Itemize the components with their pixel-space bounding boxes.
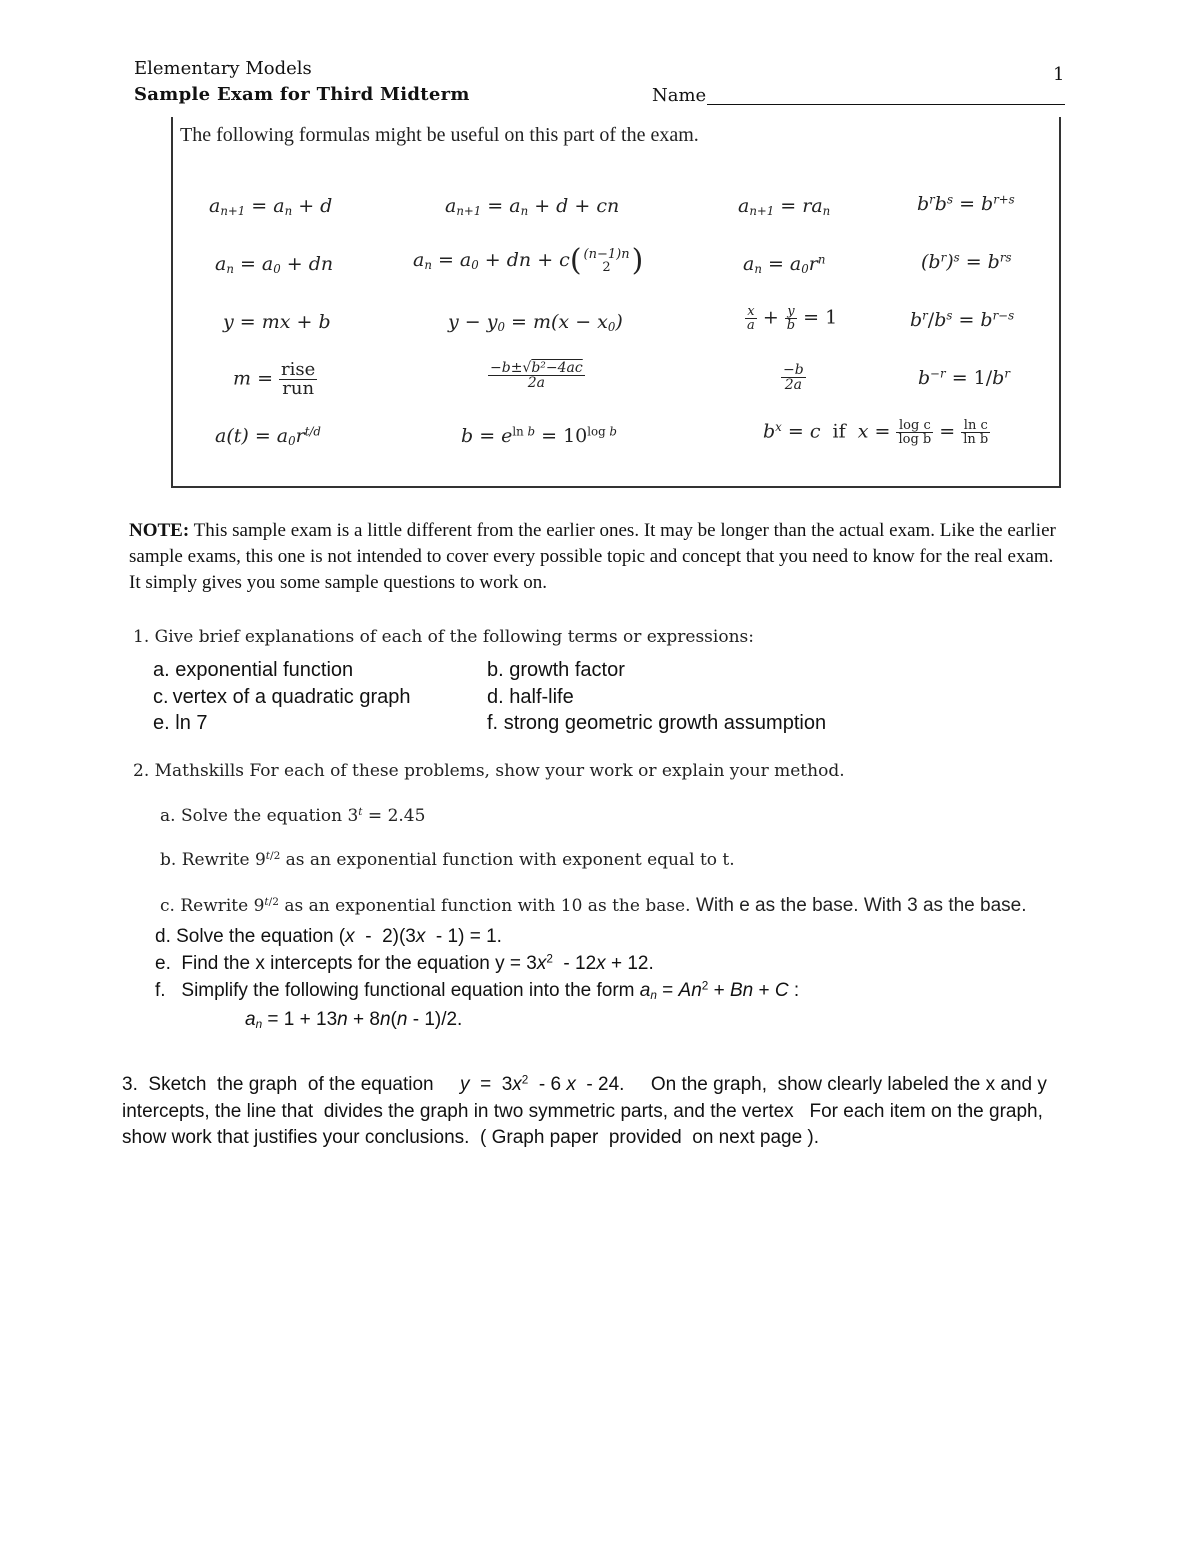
question-2e: e. Find the x intercepts for the equation $y = 3x^2 - 12x + 12$. [155,952,654,974]
formula-quadratic-explicit: $a_n = a_0$ + dn + c( (n−1)n 2 ) [413,243,644,278]
note-paragraph [129,518,1059,596]
formula-exponent-quotient: $b^r/b^s = b^{r-s}$ [910,308,1015,331]
term-d-label: d. [487,686,504,708]
formula-power-of-power: $(b^r)^s = b^{rs}$ [921,250,1012,273]
name-label: Name [652,85,707,106]
formula-quadratic-recursive: $a_{n+1} = a_n + d$ + cn [445,195,620,218]
question-1-prompt: 1. Give brief explanations of each of the following terms or expressions: [133,627,754,647]
formula-point-slope: $y - y_0 = m(x - x_0)$ [448,311,623,334]
question-2a: a. Solve the equation $3^t = 2.45$ [160,806,426,826]
note-label: NOTE: [129,520,190,541]
formula-arithmetic-recursive: $a_{n+1} = a_n + d$ [209,195,333,218]
term-e-label: e. [153,712,170,734]
formula-slope-intercept: y = mx + b [223,311,331,333]
question-2c-post: as an exponential function with 10 as the base. [284,896,691,916]
term-b [487,659,625,682]
exam-title: Sample Exam for Third Midterm [134,84,470,105]
formula-change-of-base: $b = e^{ln b} = 10^{log b}$ [461,424,617,447]
term-c-label: c. [153,686,169,708]
term-a [153,659,353,682]
formula-box [171,117,1061,488]
course-title: Elementary Models [134,58,312,79]
question-2a-text: a. Solve the equation 3 [160,806,359,826]
formula-log-solution: $b^x = c$ if x = $\frac{\text{log c}}{\text{log b}}$ = $\frac{\text{ln c}}{\text{ln b}}$ [763,418,989,447]
term-f-label: f. [487,712,499,734]
formula-geometric-recursive: $a_{n+1} = ra_n$ [738,195,831,218]
term-c [153,686,410,709]
term-e [153,712,208,735]
term-f [487,712,826,735]
term-f-text: strong geometric growth assumption [503,712,827,734]
question-2f: f. Simplify the following functional equation into the form $a_n = An^2 + Bn + C$ : [155,979,800,1002]
formula-negative-exponent: $b^{-r} = 1/b^r$ [918,366,1010,389]
question-2c: c. Rewrite $9^{t/2}$ as an exponential function with 10 as the base. With e as the base. With 3 as the base. [160,895,1027,916]
term-a-label: a. [153,659,170,681]
question-2c-extra: With e as the base. With 3 as the base. [695,895,1027,916]
formula-vertex-x: $\frac{-b}{2a}$ [783,362,804,393]
page-number: 1 [1053,64,1065,85]
note-text: This sample exam is a little different from the earlier ones. It may be longer than the actual exam. Like the earlier sample exams, this one is not intended to cover every possible topic and concept that you need to know for the real exam. It simply gives you some sample questions to work on. [129,520,1056,593]
term-d [487,686,574,709]
question-2f-equation: $a_n = 1 + 13n + 8n(n - 1)/2$. [245,1009,463,1031]
question-2d: d. Solve the equation (x - 2)(3x - 1) = 1. [155,926,502,947]
term-e-text: ln 7 [175,712,208,734]
formula-intercept-form: $\frac{x}{a}$ + $\frac{y}{b}$ = 1 [747,304,838,333]
formula-geometric-explicit: $a_n = a_0r^n$ [743,252,826,276]
question-3: 3. Sketch the graph of the equation $y = 3x^2 - 6$ x - 24. On the graph, show clearly labeled the x and y intercepts, the line that divides the graph in two symmetric parts, and the vertex For each item on the graph, show work that justifies your conclusions. ( Graph paper provided on next page ). [122,1073,1047,1148]
formula-exponential-model: $a(t) = a_0r^{t/d}$ [215,424,321,448]
formula-arithmetic-explicit: $a_n = a_0$ + dn [215,253,334,276]
name-field[interactable] [707,84,1065,105]
question-2b-post: as an exponential function with exponent equal to t. [285,850,735,870]
formula-box-intro: The following formulas might be useful on this part of the exam. [180,124,699,146]
question-2c-pre: c. Rewrite 9 [160,896,265,916]
formula-exponent-product: $b^rb^s = b^{r+s}$ [917,192,1015,215]
term-c-text: vertex of a quadratic graph [172,686,411,708]
formula-slope-definition: m = $\frac{\text{rise}}{\text{run}}$ [233,359,316,399]
question-2b: b. Rewrite $9^{t/2}$ as an exponential function with exponent equal to t. [160,850,735,870]
question-2b-pre: b. Rewrite 9 [160,850,266,870]
term-d-text: half-life [509,686,574,708]
formula-quadratic-roots: $\frac{\text{−b±√b²−4ac}}{2a}$ [490,360,583,391]
term-b-text: growth factor [509,659,625,681]
term-b-label: b. [487,659,504,681]
term-a-text: exponential function [175,659,354,681]
question-2-prompt: 2. Mathskills For each of these problems, show your work or explain your method. [133,761,845,781]
